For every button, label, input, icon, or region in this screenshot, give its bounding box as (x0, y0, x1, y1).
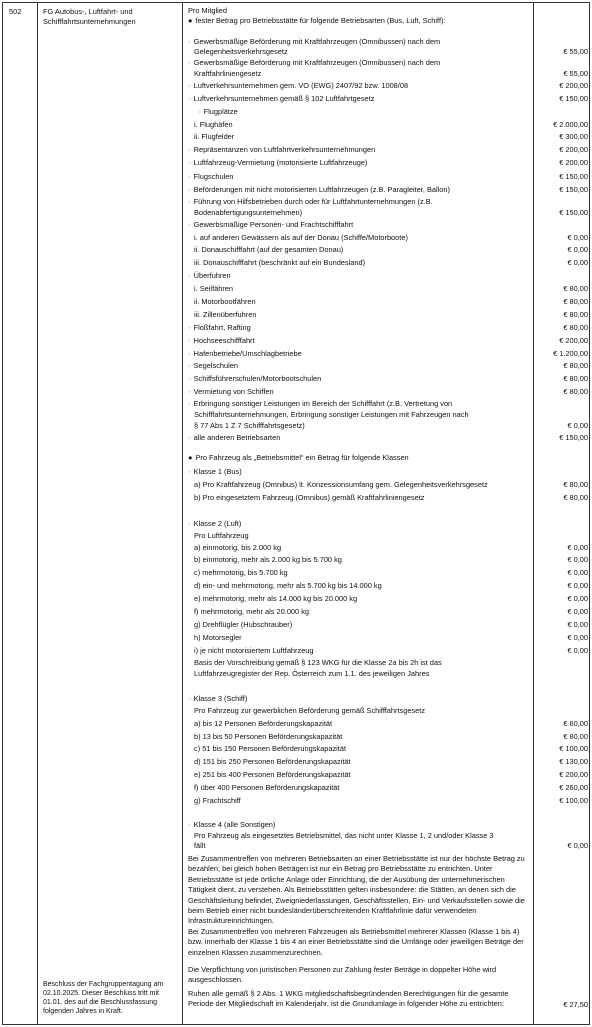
bullet-icon: ◦ (188, 694, 191, 703)
row-amount: € 80,00 (563, 732, 588, 741)
row-text: Luftverkehrsunternehmen gem. VO (EWG) 2407/92 bzw. 1008/08 (193, 81, 409, 90)
row-text: a) einmotorig, bis 2.000 kg (194, 543, 282, 552)
row-amount: € 80,00 (563, 361, 588, 370)
row-text: b) einmotorig, mehr als 2.000 kg bis 5.700 kg (194, 555, 342, 564)
row-amount: € 55,00 (563, 69, 588, 78)
row-amount: € 130,00 (559, 757, 588, 766)
row-text: fällt (194, 841, 206, 850)
section2-title: ● Pro Fahrzeug als „Betriebsmittel“ ein Betrag für folgende Klassen (188, 453, 409, 462)
row-label (194, 531, 533, 541)
row-label (194, 783, 533, 793)
row-amount: € 200,00 (559, 336, 588, 345)
row-amount: € 0,00 (567, 233, 588, 242)
row-text: Überfuhren (193, 271, 231, 280)
row-text: Bodenabfertigungsunternehmen) (194, 208, 303, 217)
row-label (194, 233, 533, 243)
row-text: iii. Donauschifffahrt (beschränkt auf ein Bundesland) (194, 258, 366, 267)
row-text: Klasse 1 (Bus) (193, 467, 242, 476)
bullet-icon: ◦ (188, 336, 191, 345)
final-amount: € 27,50 (563, 1000, 588, 1009)
bullet-icon: ◦ (188, 197, 191, 206)
row-text: Gewerbsmäßige Beförderung mit Kraftfahrzeugen (Omnibussen) nach dem (193, 37, 441, 46)
row-amount: € 150,00 (559, 185, 588, 194)
row-text: ii. Donauschifffahrt (auf der gesamten Donau) (194, 245, 344, 254)
row-text: b) 13 bis 50 Personen Beförderungskapazität (194, 732, 343, 741)
row-amount: € 80,00 (563, 480, 588, 489)
bullet-icon: ◦ (188, 374, 191, 383)
bullet-icon: ◦ (188, 361, 191, 370)
row-text: b) Pro eingesetztem Fahrzeug (Omnibus) gemäß Kraftfahrliniengesetz (194, 493, 425, 502)
row-text: Gewerbsmäßige Personen- und Frachtschifffahrt (193, 220, 354, 229)
row-label (194, 410, 533, 420)
row-text: i. auf anderen Gewässern als auf der Donau (Schiffe/Motorboote) (194, 233, 408, 242)
resolution-footnote: Beschluss der Fachgruppentagung am 02.10.2025. Dieser Beschluss tritt mit 01.01. des auf die Beschlussfassung folgenden Jahres in Kraft. (43, 981, 164, 1015)
row-label (188, 694, 533, 704)
row-label (194, 258, 533, 268)
row-text: d) 151 bis 250 Personen Beförderungskapazität (194, 757, 351, 766)
bullet-icon: ◦ (188, 349, 191, 358)
row-label (188, 185, 533, 195)
row-amount: € 150,00 (559, 172, 588, 181)
row-label (194, 297, 533, 307)
row-label (194, 594, 533, 604)
paragraph-ruhen: Ruhen alle gemäß § 2 Abs. 1 WKG mitgliedschaftsbegründenden Berechtigungen für die gesamte Periode der Mitgliedschaft im Kalenderjahr, ist die Grundumlage in folgender Höhe zu entrichten: (188, 989, 509, 1009)
row-label (194, 568, 533, 578)
row-amount: € 2.000,00 (553, 120, 588, 129)
bullet-icon: ◦ (188, 94, 191, 103)
row-label (194, 208, 533, 218)
group-name: FG Autobus-, Luftfahrt- und Schifffahrtsunternehmungen (43, 7, 136, 26)
row-text: d) ein- und mehrmotorig, mehr als 5.700 kg bis 14.000 kg (194, 581, 382, 590)
row-text: Luftfahrzeugregister der Rep. Österreich zum 1.1. des jeweiligen Jahres (194, 669, 430, 678)
row-text: a) bis 12 Personen Beförderungskapazität (194, 719, 333, 728)
row-label (194, 620, 533, 630)
row-text: Klasse 2 (Luft) (193, 519, 242, 528)
row-amount: € 0,00 (567, 633, 588, 642)
row-text: i. Seilfähren (194, 284, 234, 293)
row-amount: € 100,00 (559, 744, 588, 753)
row-text: Flugplätze (203, 107, 238, 116)
row-amount: € 80,00 (563, 374, 588, 383)
row-label (194, 607, 533, 617)
row-text: Hafenbetriebe/Umschlagbetriebe (193, 349, 302, 358)
row-text: g) Drehflügler (Hubschrauber) (194, 620, 293, 629)
row-amount: € 0,00 (567, 607, 588, 616)
row-text: Luftfahrzeug-Vermietung (motorisierte Luftfahrzeuge) (193, 158, 368, 167)
row-label (194, 284, 533, 294)
bullet-icon: ◦ (188, 433, 191, 442)
row-text: i. Flughäfen (194, 120, 233, 129)
row-text: i) je nicht motorisiertem Luftfahrzeug (194, 646, 314, 655)
row-label (188, 374, 533, 384)
row-amount: € 0,00 (567, 258, 588, 267)
row-label (194, 120, 533, 130)
row-label (188, 197, 533, 207)
row-text: alle anderen Betriebsarten (193, 433, 281, 442)
row-text: Schiffsführerschulen/Motorbootschulen (193, 374, 322, 383)
row-text: g) Frachtschiff (194, 796, 241, 805)
row-label (188, 820, 533, 830)
row-label (188, 323, 533, 333)
bullet-icon: ◦ (188, 820, 191, 829)
bullet-icon: ◦ (188, 519, 191, 528)
row-label (194, 770, 533, 780)
row-amount: € 60,00 (563, 719, 588, 728)
row-amount: € 200,00 (559, 770, 588, 779)
row-label (194, 831, 533, 841)
row-label (188, 81, 533, 91)
row-text: Pro Fahrzeug als eingesetztes Betriebsmittel, das nicht unter Klasse 1, 2 und/oder Klasse 3 (194, 831, 494, 840)
row-text: ii. Flugfelder (194, 132, 235, 141)
row-label (188, 58, 533, 68)
row-text: Gewerbsmäßige Beförderung mit Kraftfahrzeugen (Omnibussen) nach dem (193, 58, 441, 67)
row-text: Schifffahrtsunternehmungen, Erbringung sonstiger Leistungen mit Fahrzeugen nach (194, 410, 469, 419)
row-text: Basis der Vorschreibung gemäß § 123 WKG für die Klasse 2a bis 2h ist das (194, 658, 442, 667)
row-text: Kraftfahrliniengesetz (194, 69, 262, 78)
row-amount: € 0,00 (567, 841, 588, 850)
row-text: Pro Luftfahrzeug (194, 531, 249, 540)
row-label (188, 467, 533, 477)
row-text: Hochseeschifffahrt (193, 336, 255, 345)
row-label (194, 646, 533, 656)
row-label (194, 658, 533, 668)
row-label (188, 349, 533, 359)
row-label (188, 158, 533, 168)
row-amount: € 260,00 (559, 783, 588, 792)
bullet-icon: ◦ (188, 323, 191, 332)
row-amount: € 0,00 (567, 568, 588, 577)
row-text: h) Motorsegler (194, 633, 242, 642)
row-label (188, 172, 533, 182)
row-text: Flugschulen (193, 172, 234, 181)
row-label (188, 361, 533, 371)
row-text: f) mehrmotorig, mehr als 20.000 kg (194, 607, 310, 616)
bullet-icon: ◦ (188, 399, 191, 408)
group-name-cell (37, 3, 182, 1024)
row-label (188, 271, 533, 281)
row-label (194, 581, 533, 591)
section2-title-text: Pro Fahrzeug als „Betriebsmittel“ ein Betrag für folgende Klassen (195, 453, 409, 462)
row-text: f) über 400 Personen Beförderungskapazität (194, 783, 340, 792)
row-text: Vermietung von Schiffen (193, 387, 274, 396)
row-label (194, 633, 533, 643)
row-text: Erbringung sonstiger Leistungen im Bereich der Schifffahrt (z.B. Vertretung von (193, 399, 453, 408)
group-number: 502 (9, 7, 22, 16)
bullet-icon: ◦ (188, 81, 191, 90)
row-text: Repräsentanzen von Luftfahrtverkehrsunternehmungen (193, 145, 376, 154)
row-amount: € 300,00 (559, 132, 588, 141)
row-amount: € 0,00 (567, 421, 588, 430)
bullet-icon: ◦ (188, 145, 191, 154)
row-amount: € 0,00 (567, 581, 588, 590)
paragraph-betriebsarten: Bei Zusammentreffen von mehreren Betriebsarten an einer Betriebsstätte ist nur der höchste Betrag zu bezahlen; bei gleich hohen Beträgen ist nur ein Betrag pro Betriebsstätte zu entrichten. Unter Betriebsstätte ist jede örtliche Anlage oder Einrichtung, die der Ausübung der unternehmerischen Tätigkeit dient, zu verstehen. Als Betriebsstätten gelten insbesondere: die Stätten, an denen sich die Geschäftsleitung befindet, Zweigniederlassungen, Geschäftsstellen, Ein- und Verkaufsstellen sowie die beim Betrieb einer nicht bundesländerüberschreitenden Kraftfahrlinie dafür verwendeten Infrastruktureinrichtungen. (188, 854, 525, 926)
row-amount: € 80,00 (563, 323, 588, 332)
row-label (194, 719, 533, 729)
row-label (194, 796, 533, 806)
row-text: Führung von Hilfsbetrieben durch oder für Luftfahrtunternehmungen (z.B. (193, 197, 433, 206)
row-amount: € 150,00 (559, 433, 588, 442)
row-label (188, 399, 533, 409)
row-label (194, 245, 533, 255)
paragraph-juristische-personen: Die Verpflichtung von juristischen Personen zur Zahlung fester Beträge in doppelter Höhe wird ausgeschlossen. (188, 965, 497, 985)
row-label (194, 732, 533, 742)
bullet-icon: ◦ (188, 172, 191, 181)
row-label (194, 669, 533, 679)
row-amount: € 80,00 (563, 284, 588, 293)
row-text: c) 51 bis 150 Personen Beförderungskapazität (194, 744, 347, 753)
row-amount: € 200,00 (559, 145, 588, 154)
row-amount: € 0,00 (567, 646, 588, 655)
row-label (194, 421, 533, 431)
row-amount: € 0,00 (567, 620, 588, 629)
header-pro-mitglied: Pro Mitglied (188, 6, 228, 15)
row-amount: € 200,00 (559, 81, 588, 90)
bullet-icon: ◦ (188, 37, 191, 46)
row-amount: € 0,00 (567, 543, 588, 552)
row-label (194, 132, 533, 142)
bullet-icon: ◦ (188, 220, 191, 229)
fee-description-column (182, 3, 591, 1024)
row-text: Gelegenheitsverkehrsgesetz (194, 47, 288, 56)
bullet-icon: ◦ (188, 158, 191, 167)
row-text: iii. Zillenüberfuhren (194, 310, 257, 319)
row-text: e) mehrmotorig, mehr als 14.000 kg bis 20.000 kg (194, 594, 358, 603)
row-text: Beförderungen mit nicht motorisierten Luftfahrzeugen (z.B. Paragleiter, Ballon) (193, 185, 450, 194)
row-amount: € 55,00 (563, 47, 588, 56)
row-label (194, 543, 533, 553)
row-label (188, 519, 533, 529)
bullet-icon: ◦ (188, 467, 191, 476)
row-amount: € 80,00 (563, 387, 588, 396)
row-amount: € 0,00 (567, 594, 588, 603)
paragraph-fahrzeuge: Bei Zusammentreffen von mehreren Fahrzeugen als Betriebsmittel mehrerer Klassen (Klasse 1 bis 4) bzw. innerhalb der Klasse 1 bis 4 an einer Betriebsstätte sind die Umfänge oder jeweiligen Beträge der einzelnen Klassen zusammenzurechnen. (188, 927, 524, 957)
row-amount: € 80,00 (563, 493, 588, 502)
row-label (194, 757, 533, 767)
row-text: ii. Motorbootfähren (194, 297, 256, 306)
row-label (194, 47, 533, 57)
row-label (194, 310, 533, 320)
row-text: e) 251 bis 400 Personen Beförderungskapazität (194, 770, 351, 779)
row-text: Segelschulen (193, 361, 239, 370)
row-text: c) mehrmotorig, bis 5.700 kg (194, 568, 288, 577)
row-text: a) Pro Kraftfahrzeug (Omnibus) lt. Konzessionsumfang gem. Gelegenheitsverkehrsgesetz (194, 480, 488, 489)
row-label (194, 480, 533, 490)
row-text: Klasse 3 (Schiff) (193, 694, 248, 703)
fee-table (2, 2, 590, 1025)
row-label (194, 744, 533, 754)
row-label (188, 94, 533, 104)
row-label (194, 841, 533, 851)
row-amount: € 150,00 (559, 208, 588, 217)
row-label (188, 220, 533, 230)
row-label (194, 69, 533, 79)
row-label (194, 706, 533, 716)
bullet-icon: ◦ (188, 58, 191, 67)
row-amount: € 200,00 (559, 158, 588, 167)
bullet-icon: ◦ (198, 107, 201, 116)
row-amount: € 100,00 (559, 796, 588, 805)
row-amount: € 0,00 (567, 245, 588, 254)
row-label (188, 336, 533, 346)
row-label (198, 107, 533, 117)
bullet-icon: ◦ (188, 185, 191, 194)
row-amount: € 80,00 (563, 310, 588, 319)
bullet-icon: ◦ (188, 387, 191, 396)
row-text: Pro Fahrzeug zur gewerblichen Beförderung gemäß Schifffahrtsgesetz (194, 706, 426, 715)
section1-title: ● fester Betrag pro Betriebsstätte für folgende Betriebsarten (Bus, Luft, Schiff): (188, 16, 446, 25)
row-amount: € 150,00 (559, 94, 588, 103)
row-text: § 77 Abs 1 Z 7 Schifffahrtsgesetz) (194, 421, 305, 430)
row-text: Floßfahrt, Rafting (193, 323, 251, 332)
row-label (188, 37, 533, 47)
row-label (188, 387, 533, 397)
row-text: Klasse 4 (alle Sonstigen) (193, 820, 276, 829)
row-label (188, 145, 533, 155)
row-amount: € 1.200,00 (553, 349, 588, 358)
row-label (194, 493, 533, 503)
row-label (188, 433, 533, 443)
row-amount: € 0,00 (567, 555, 588, 564)
bullet-icon: ◦ (188, 271, 191, 280)
row-text: Luftverkehrsunternehmen gemäß § 102 Luftfahrtgesetz (193, 94, 375, 103)
section1-title-text: fester Betrag pro Betriebsstätte für folgende Betriebsarten (Bus, Luft, Schiff): (195, 16, 446, 25)
row-amount: € 80,00 (563, 297, 588, 306)
row-label (194, 555, 533, 565)
